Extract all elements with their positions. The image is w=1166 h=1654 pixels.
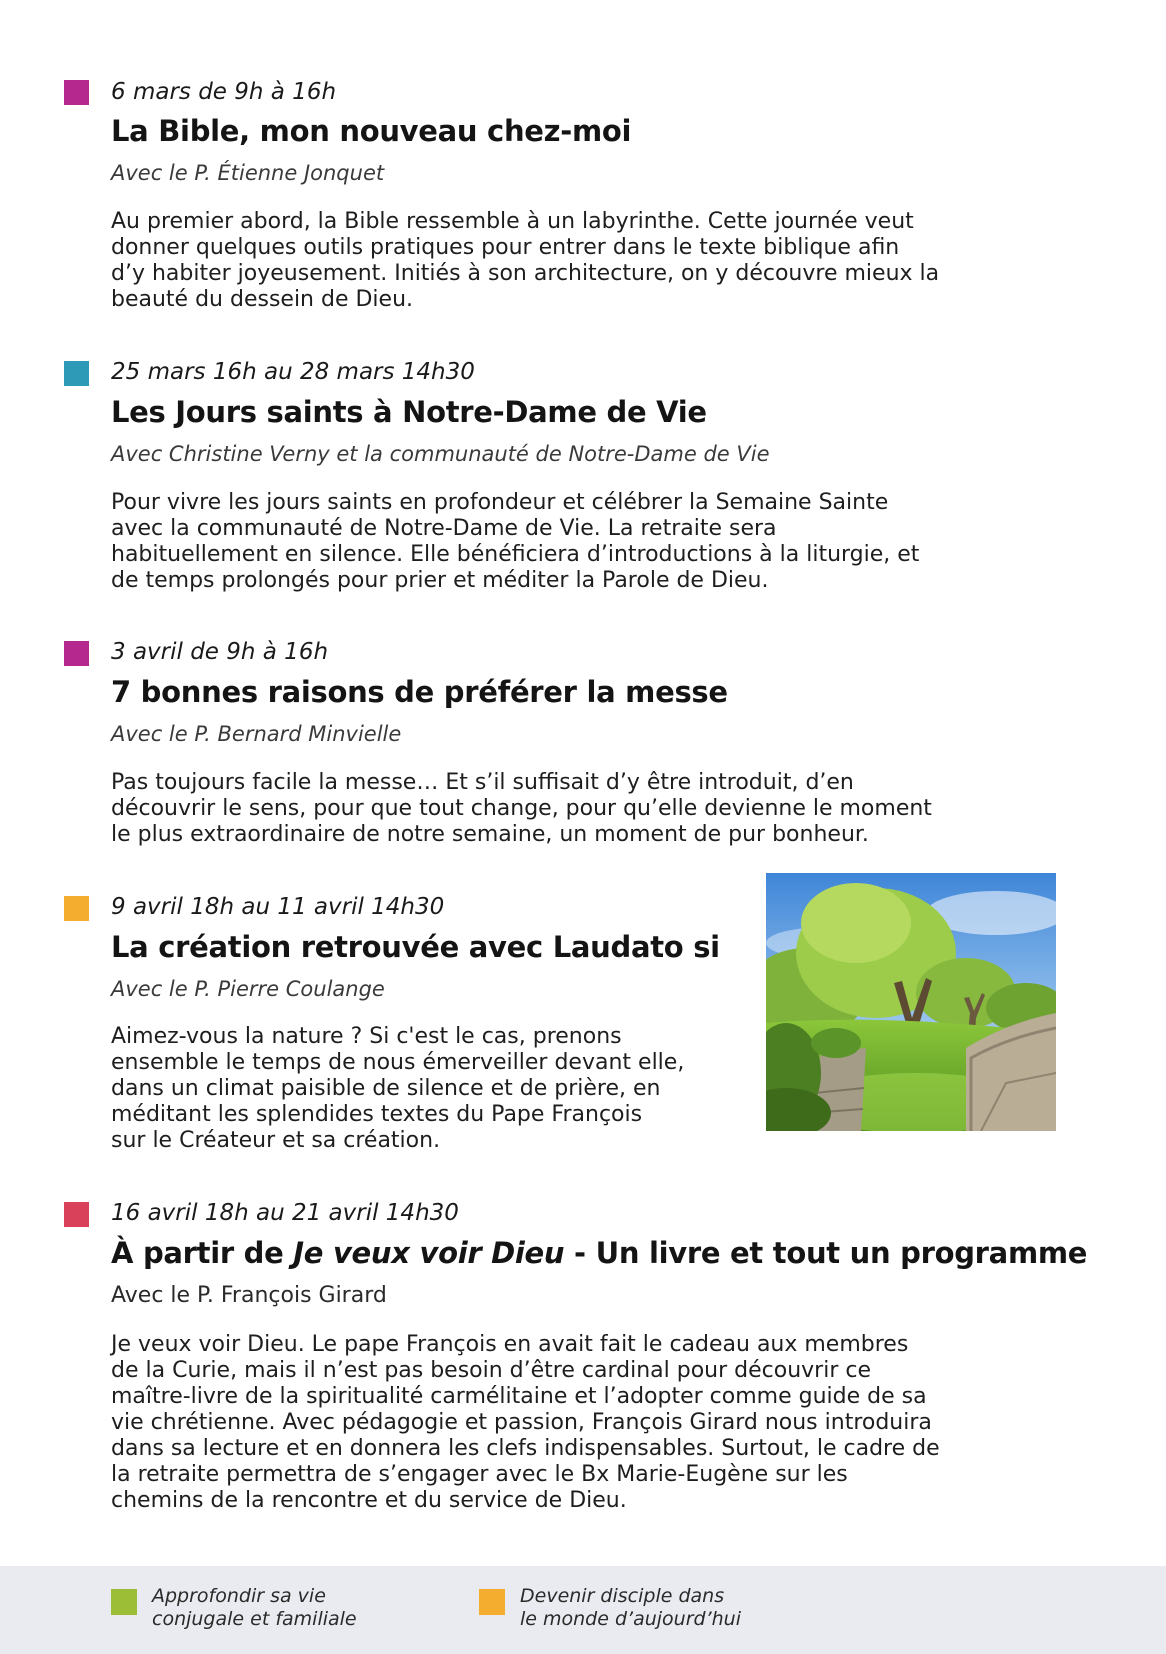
legend-item-couple: Approfondir sa vie conjugale et familiale [152,1585,357,1630]
event-description: Je veux voir Dieu. Le pape François en avait fait le cadeau aux membres de la Curie, mais il n’est pas besoin d’être cardinal pour découvrir ce maître-livre de la spiritualité carmélitaine et l’adopter comme guide de sa vie chrétienne. Avec pédagogie et passion, François Girard nous introduira dans sa lecture et en donnera les clefs indispensables. Surtout, le cadre de la retraite permettra de s’engager avec le Bx Marie-Eugène sur les chemins de la rencontre et du service de Dieu. [111,1332,940,1513]
book-title: Je veux voir Dieu [293,1236,565,1270]
event-date: 3 avril de 9h à 16h [111,639,329,665]
garden-photo [766,873,1056,1131]
event-title: Les Jours saints à Notre-Dame de Vie [111,395,707,429]
event-title: À partir de Je veux voir Dieu - Un livre et tout un programme [111,1236,1088,1270]
event-title: 7 bonnes raisons de préférer la messe [111,675,728,709]
legend-marker-green [111,1589,137,1615]
event-description: Pas toujours facile la messe… Et s’il suffisait d’y être introduit, d’en découvrir le sens, pour que tout change, pour qu’elle devienne le moment le plus extraordinaire de notre semaine, un moment de pur bonheur. [111,770,932,847]
event-date: 16 avril 18h au 21 avril 14h30 [111,1200,459,1226]
category-marker [64,1202,89,1227]
event-date: 25 mars 16h au 28 mars 14h30 [111,359,475,385]
event-speaker: Avec le P. François Girard [111,1283,387,1308]
event-speaker: Avec le P. Étienne Jonquet [111,161,385,185]
event-speaker: Avec Christine Verny et la communauté de Notre-Dame de Vie [111,442,770,466]
event-title: La Bible, mon nouveau chez-moi [111,114,632,148]
event-description: Aimez-vous la nature ? Si c'est le cas, prenons ensemble le temps de nous émerveiller devant elle, dans un climat paisible de silence et de prière, en méditant les splendides textes du Pape François sur le Créateur et sa création. [111,1024,685,1153]
legend-marker-orange [479,1589,505,1615]
event-speaker: Avec le P. Bernard Minvielle [111,722,402,746]
event-date: 9 avril 18h au 11 avril 14h30 [111,894,445,920]
event-speaker: Avec le P. Pierre Coulange [111,977,385,1001]
garden-photo-illustration [766,873,1056,1131]
event-date: 6 mars de 9h à 16h [111,79,337,105]
event-description: Au premier abord, la Bible ressemble à un labyrinthe. Cette journée veut donner quelques outils pratiques pour entrer dans le texte biblique afin d’y habiter joyeusement. Initiés à son architecture, on y découvre mieux la beauté du dessein de Dieu. [111,209,940,312]
category-marker [64,80,89,105]
category-marker [64,361,89,386]
category-legend [0,1566,1166,1654]
event-description: Pour vivre les jours saints en profondeur et célébrer la Semaine Sainte avec la communauté de Notre-Dame de Vie. La retraite sera habituellement en silence. Elle bénéficiera d’introductions à la liturgie, et de temps prolongés pour prier et méditer la Parole de Dieu. [111,490,920,593]
event-title: La création retrouvée avec Laudato si [111,930,720,964]
category-marker [64,896,89,921]
legend-item-disciple: Devenir disciple dans le monde d’aujourd’hui [520,1585,741,1630]
category-marker [64,641,89,666]
